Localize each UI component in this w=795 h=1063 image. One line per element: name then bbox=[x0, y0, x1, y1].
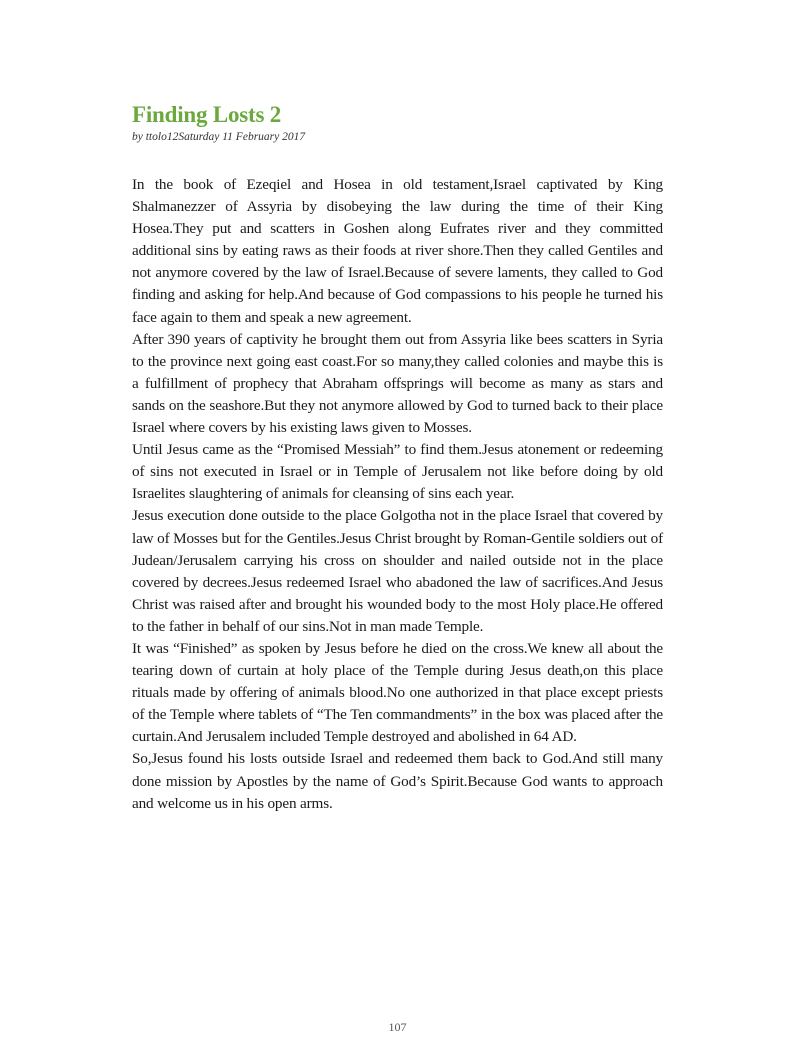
paragraph: Jesus execution done outside to the place Golgotha not in the place Israel that covered by law of Mosses but for the Gentiles.Jesus Christ brought by Roman-Gentile soldiers out of Judean/Jerusalem carrying his cross on shoulder and nailed outside not in the place covered by decrees.Jesus redeemed Israel who abadoned the law of sacrifices.And Jesus Christ was raised after and brought his wounded body to the most Holy place.He offered to the father in behalf of our sins.Not in man made Temple. bbox=[132, 507, 663, 635]
paragraph: In the book of Ezeqiel and Hosea in old testament,Israel captivated by King Shalmanezzer of Assyria by disobeying the law during the time of their King Hosea.They put and scatters in Goshen along Eufrates river and they committed additional sins by eating raws as their foods at river shore.Then they called Gentiles and not anymore covered by the law of Israel.Because of severe laments, they called to God finding and asking for help.And because of God compassions to his people he turned his face again to them and speak a new agreement. bbox=[132, 176, 663, 326]
paragraph: It was “Finished” as spoken by Jesus before he died on the cross.We knew all about the tearing down of curtain at holy place of the Temple during Jesus death,on this place rituals made by offering of animals blood.No one authorized in that place except priests of the Temple where tablets of “The Ten commandments” in the box was placed after the curtain.And Jerusalem included Temple destroyed and abolished in 64 AD. bbox=[132, 639, 663, 746]
article bbox=[132, 100, 663, 815]
paragraph: So,Jesus found his losts outside Israel and redeemed them back to God.And still many done mission by Apostles by the name of God’s Spirit.Because God wants to approach and welcome us in his open arms. bbox=[132, 750, 663, 812]
paragraph: After 390 years of captivity he brought them out from Assyria like bees scatters in Syria to the province next going east coast.For so many,they called colonies and maybe this is a fulfillment of prophecy that Abraham offsprings will become as many as stars and sands on the seashore.But they not anymore allowed by God to turned back to their place Israel where covers by his existing laws given to Mosses. bbox=[132, 330, 663, 437]
article-body bbox=[132, 174, 663, 815]
article-byline: by ttolo12Saturday 11 February 2017 bbox=[132, 131, 306, 143]
article-title: Finding Losts 2 bbox=[132, 102, 282, 127]
page-number: 107 bbox=[388, 1020, 407, 1034]
paragraph: Until Jesus came as the “Promised Messiah” to find them.Jesus atonement or redeeming of sins not executed in Israel or in Temple of Jerusalem not like before doing by old Israelites slaughtering of animals for cleansing of sins each year. bbox=[132, 441, 663, 503]
